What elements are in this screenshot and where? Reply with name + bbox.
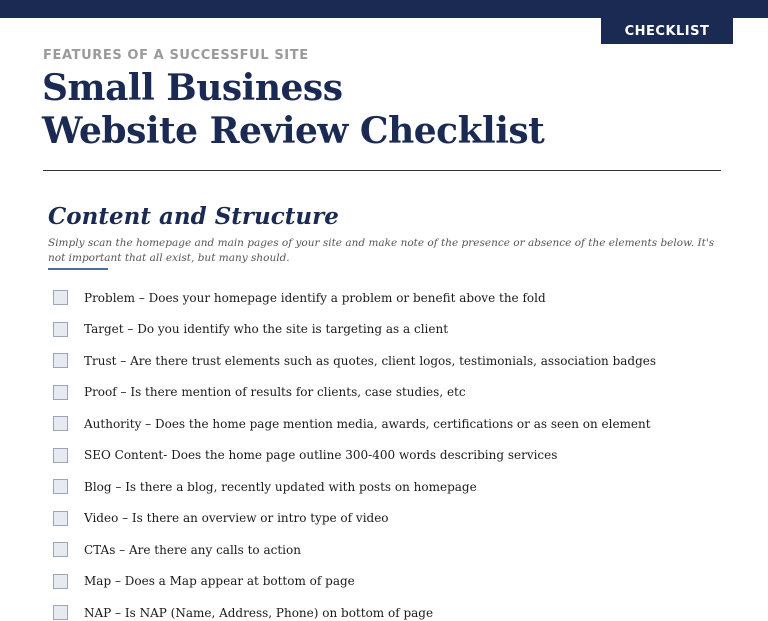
- checklist-item: [53, 471, 753, 503]
- title-divider: [43, 170, 721, 171]
- checkbox[interactable]: [53, 385, 68, 400]
- checklist-item: [53, 597, 753, 621]
- checklist-item-label: Video – Is there an overview or intro type of video: [84, 511, 389, 526]
- kicker-text: FEATURES OF A SUCCESSFUL SITE: [43, 48, 309, 63]
- checkbox[interactable]: [53, 322, 68, 337]
- checkbox[interactable]: [53, 416, 68, 431]
- section-accent-underline: [48, 268, 108, 270]
- checklist-item-label: Problem – Does your homepage identify a problem or benefit above the fold: [84, 290, 546, 305]
- checkbox[interactable]: [53, 542, 68, 557]
- checkbox[interactable]: [53, 448, 68, 463]
- checklist-item-label: Target – Do you identify who the site is targeting as a client: [84, 322, 449, 337]
- checklist-item: [53, 377, 753, 409]
- checkbox[interactable]: [53, 353, 68, 368]
- checklist-item-label: Map – Does a Map appear at bottom of page: [84, 574, 355, 589]
- checklist-item-label: NAP – Is NAP (Name, Address, Phone) on bottom of page: [84, 605, 434, 620]
- checklist-item: [53, 314, 753, 346]
- checklist-item: [53, 440, 753, 472]
- checkbox[interactable]: [53, 574, 68, 589]
- checklist-item-label: Blog – Is there a blog, recently updated with posts on homepage: [84, 479, 477, 494]
- section-title: Content and Structure: [48, 203, 339, 230]
- checklist-item-label: Trust – Are there trust elements such as quotes, client logos, testimonials, association badges: [84, 353, 657, 368]
- checkbox[interactable]: [53, 479, 68, 494]
- checklist-tag: CHECKLIST: [601, 18, 733, 44]
- checklist-item-label: Authority – Does the home page mention media, awards, certifications or as seen on element: [84, 416, 651, 431]
- checklist-item-label: SEO Content- Does the home page outline 300-400 words describing services: [84, 448, 558, 463]
- checklist-item: [53, 345, 753, 377]
- title-line-2: Website Review Checklist: [42, 110, 545, 152]
- checklist-item: [53, 408, 753, 440]
- checklist-item: [53, 503, 753, 535]
- section-intro: Simply scan the homepage and main pages of your site and make note of the presence or absence of the elements below. It's not important that all exist, but many should.: [48, 237, 715, 264]
- checklist-item: [53, 566, 753, 598]
- checkbox[interactable]: [53, 290, 68, 305]
- checkbox[interactable]: [53, 511, 68, 526]
- checklist: [53, 282, 753, 621]
- page-title: [42, 67, 544, 153]
- checklist-item-label: CTAs – Are there any calls to action: [84, 542, 301, 557]
- checklist-item-label: Proof – Is there mention of results for clients, case studies, etc: [84, 385, 466, 400]
- top-banner: [0, 0, 768, 18]
- checkbox[interactable]: [53, 605, 68, 620]
- checklist-item: [53, 534, 753, 566]
- checklist-item: [53, 282, 753, 314]
- title-line-1: Small Business: [42, 67, 343, 109]
